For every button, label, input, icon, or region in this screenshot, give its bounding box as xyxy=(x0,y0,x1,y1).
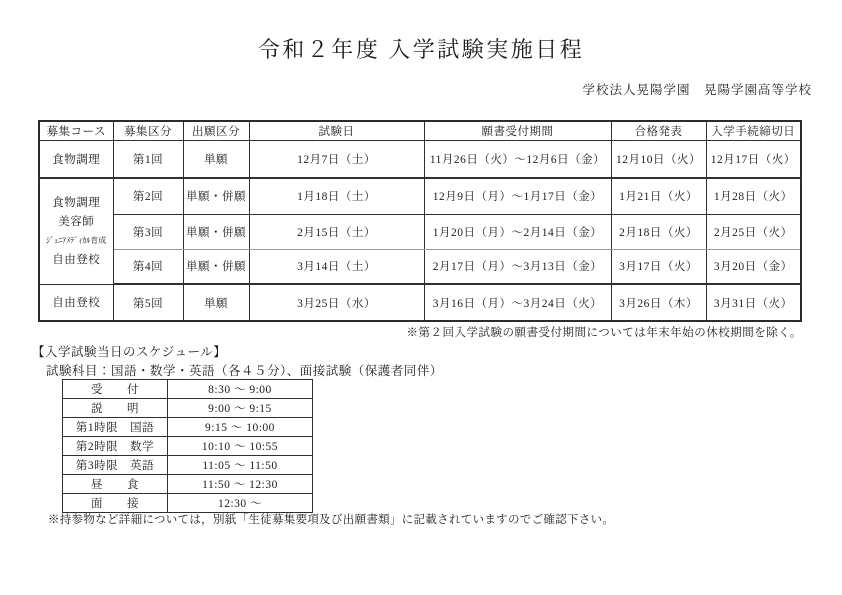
result-date-cell: 2月18日（火） xyxy=(611,214,706,249)
header-application-type: 出願区分 xyxy=(183,121,249,140)
deadline-cell: 2月25日（火） xyxy=(706,214,801,249)
schedule-time: 10:10 ～ 10:55 xyxy=(168,437,313,456)
schedule-time: 8:30 ～ 9:00 xyxy=(168,380,313,399)
course-cell: 食物調理 xyxy=(39,140,113,178)
round-cell: 第3回 xyxy=(113,214,183,249)
round-cell: 第5回 xyxy=(113,284,183,321)
schedule-label: 説 明 xyxy=(63,399,168,418)
exam-date-cell: 3月25日（水） xyxy=(249,284,424,321)
schedule-time: 11:05 ～ 11:50 xyxy=(168,456,313,475)
application-cell: 単願 xyxy=(183,284,249,321)
schedule-label: 第2時限 数学 xyxy=(63,437,168,456)
header-exam-date: 試験日 xyxy=(249,121,424,140)
schedule-time: 11:50 ～ 12:30 xyxy=(168,475,313,494)
deadline-cell: 3月20日（金） xyxy=(706,249,801,284)
table-row xyxy=(39,284,801,321)
application-cell: 単願 xyxy=(183,140,249,178)
exam-date-cell: 1月18日（土） xyxy=(249,178,424,214)
deadline-cell: 3月31日（火） xyxy=(706,284,801,321)
deadline-cell: 12月17日（火） xyxy=(706,140,801,178)
merged-course-cell xyxy=(39,178,113,284)
schedule-row xyxy=(63,418,313,437)
table-row xyxy=(39,178,801,214)
application-period-cell: 11月26日（火）～12月6日（金） xyxy=(424,140,611,178)
schedule-label: 受 付 xyxy=(63,380,168,399)
application-period-cell: 2月17日（月）～3月13日（金） xyxy=(424,249,611,284)
schedule-time: 12:30 ～ xyxy=(168,494,313,513)
result-date-cell: 1月21日（火） xyxy=(611,178,706,214)
course-line-small: ｼﾞｭﾆｱﾒﾃﾞｨｶﾙ育成 xyxy=(46,235,107,245)
belongings-note: ※持参物など詳細については，別紙「生徒募集要項及び出願書類」に記載されていますのでご確認下さい。 xyxy=(48,514,615,526)
exam-schedule-table xyxy=(38,120,802,322)
course-cell: 自由登校 xyxy=(39,284,113,321)
course-line: 食物調理 xyxy=(52,196,101,209)
application-cell: 単願・併願 xyxy=(183,178,249,214)
table-header-row xyxy=(39,121,801,140)
schedule-label: 昼 食 xyxy=(63,475,168,494)
header-result-date: 合格発表 xyxy=(611,121,706,140)
application-cell: 単願・併願 xyxy=(183,249,249,284)
schedule-label: 第1時限 国語 xyxy=(63,418,168,437)
table-row xyxy=(39,140,801,178)
day-schedule-table xyxy=(62,379,313,513)
application-period-cell: 3月16日（月）～3月24日（火） xyxy=(424,284,611,321)
schedule-row xyxy=(63,475,313,494)
schedule-time: 9:00 ～ 9:15 xyxy=(168,399,313,418)
exam-table-note: ※第２回入学試験の願書受付期間については年末年始の休校期間を除く。 xyxy=(406,327,802,339)
result-date-cell: 12月10日（火） xyxy=(611,140,706,178)
course-line: 自由登校 xyxy=(52,253,101,266)
schedule-time: 9:15 ～ 10:00 xyxy=(168,418,313,437)
application-cell: 単願・併願 xyxy=(183,214,249,249)
schedule-section-heading: 【入学試験当日のスケジュール】 xyxy=(32,345,227,359)
header-round: 募集区分 xyxy=(113,121,183,140)
header-course: 募集コース xyxy=(39,121,113,140)
table-row xyxy=(39,249,801,284)
exam-subjects-line: 試験科目：国語・数学・英語（各４５分）、面接試験（保護者同伴） xyxy=(46,364,443,378)
schedule-row xyxy=(63,494,313,513)
header-application-period: 願書受付期間 xyxy=(424,121,611,140)
exam-date-cell: 3月14日（土） xyxy=(249,249,424,284)
schedule-row xyxy=(63,399,313,418)
page-title: 令和２年度 入学試験実施日程 xyxy=(257,37,585,62)
course-line: 美容師 xyxy=(58,215,95,228)
schedule-row xyxy=(63,437,313,456)
application-period-cell: 12月9日（月）～1月17日（金） xyxy=(424,178,611,214)
schedule-label: 第3時限 英語 xyxy=(63,456,168,475)
result-date-cell: 3月17日（火） xyxy=(611,249,706,284)
deadline-cell: 1月28日（火） xyxy=(706,178,801,214)
application-period-cell: 1月20日（月）～2月14日（金） xyxy=(424,214,611,249)
exam-date-cell: 2月15日（土） xyxy=(249,214,424,249)
school-name: 学校法人晃陽学園 晃陽学園高等学校 xyxy=(582,83,812,97)
table-row xyxy=(39,214,801,249)
exam-date-cell: 12月7日（土） xyxy=(249,140,424,178)
schedule-row xyxy=(63,456,313,475)
result-date-cell: 3月26日（木） xyxy=(611,284,706,321)
schedule-label: 面 接 xyxy=(63,494,168,513)
schedule-row xyxy=(63,380,313,399)
round-cell: 第2回 xyxy=(113,178,183,214)
round-cell: 第4回 xyxy=(113,249,183,284)
header-deadline: 入学手続締切日 xyxy=(706,121,801,140)
round-cell: 第1回 xyxy=(113,140,183,178)
